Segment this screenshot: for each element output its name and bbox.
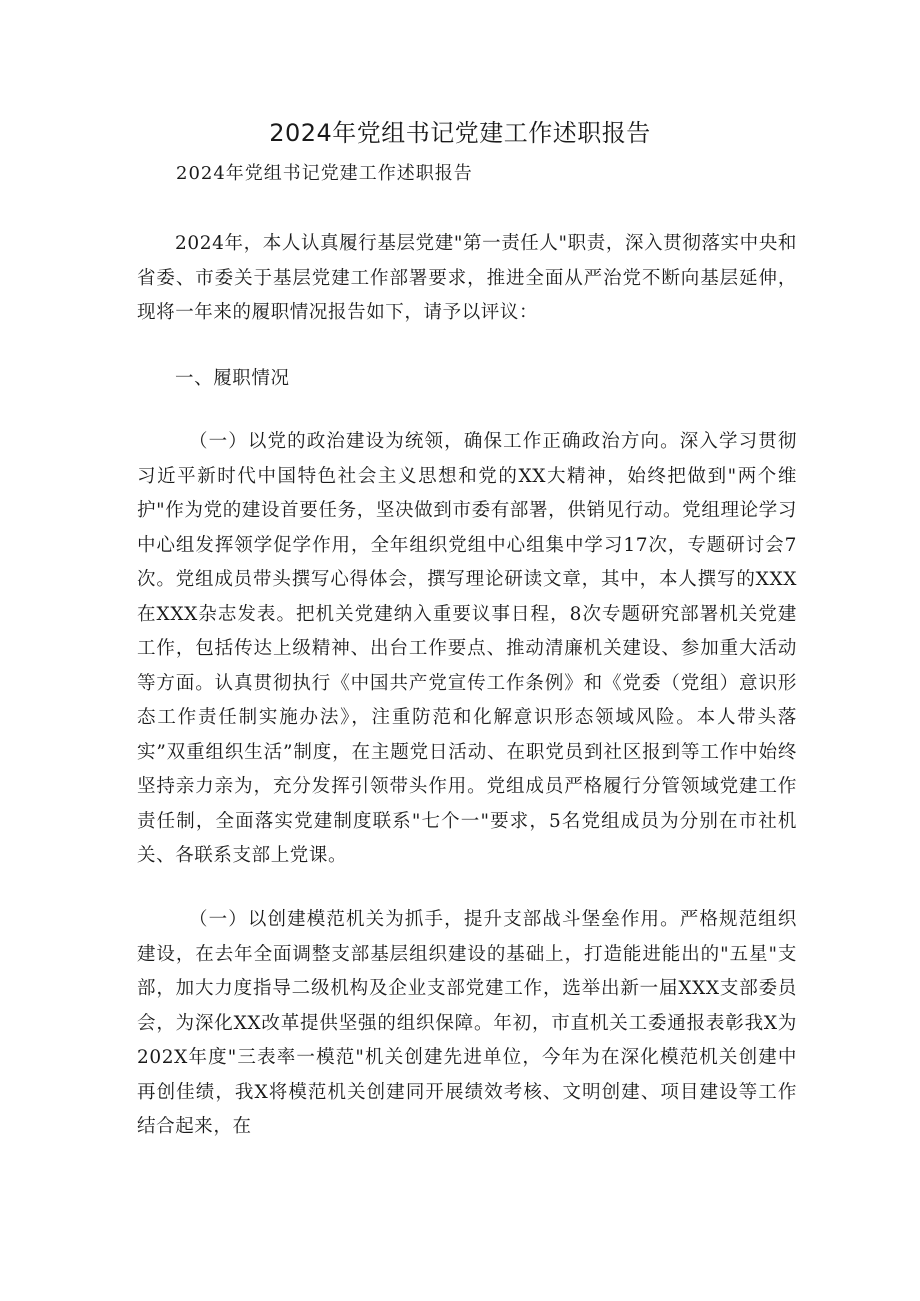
section-paragraph: （一）以创建模范机关为抓手，提升支部战斗堡垒作用。严格规范组织建设，在去年全面调整支部基层组织建设的基础上，打造能进能出的"五星"支部，加大力度指导二级机构及企业支部党建工作，选举出新一届XXX支部委员会，为深化XX改革提供坚强的组织保障。年初，市直机关工委通报表彰我X为202X年度"三表率一模范"机关创建先进单位，今年为在深化模范机关创建中再创佳绩，我X将模范机关创建同开展绩效考核、文明创建、项目建设等工作结合起来，在: [137, 909, 797, 1137]
intro-paragraph: 2024年，本人认真履行基层党建"第一责任人"职责，深入贯彻落实中央和省委、市委关于基层党建工作部署要求，推进全面从严治党不断向基层延伸，现将一年来的履职情况报告如下，请予以评议：: [137, 233, 797, 323]
document-subtitle: 2024年党组书记党建工作述职报告: [176, 163, 473, 184]
section-heading: 一、履职情况: [175, 368, 290, 389]
document-title: 2024年党组书记党建工作述职报告: [269, 119, 651, 147]
section-paragraph: （一）以党的政治建设为统领，确保工作正确政治方向。深入学习贯彻习近平新时代中国特色社会主义思想和党的XX大精神，始终把做到"两个维护"作为党的建设首要任务，坚决做到市委有部署，供销见行动。党组理论学习中心组发挥领学促学作用，全年组织党组中心组集中学习17次，专题研讨会7次。党组成员带头撰写心得体会，撰写理论研读文章，其中，本人撰写的XXX在XXX杂志发表。把机关党建纳入重要议事日程，8次专题研究部署机关党建工作，包括传达上级精神、出台工作要点、推动清廉机关建设、参加重大活动等方面。认真贯彻执行《中国共产党宣传工作条例》和《党委（党组）意识形态工作责任制实施办法》，注重防范和化解意识形态领域风险。本人带头落实”双重组织生活”制度，在主题党日活动、在职党员到社区报到等工作中始终坚持亲力亲为，充分发挥引领带头作用。党组成员严格履行分管领域党建工作责任制，全面落实党建制度联系"七个一"要求，5名党组成员为分别在市社机关、各联系支部上党课。: [137, 431, 797, 866]
